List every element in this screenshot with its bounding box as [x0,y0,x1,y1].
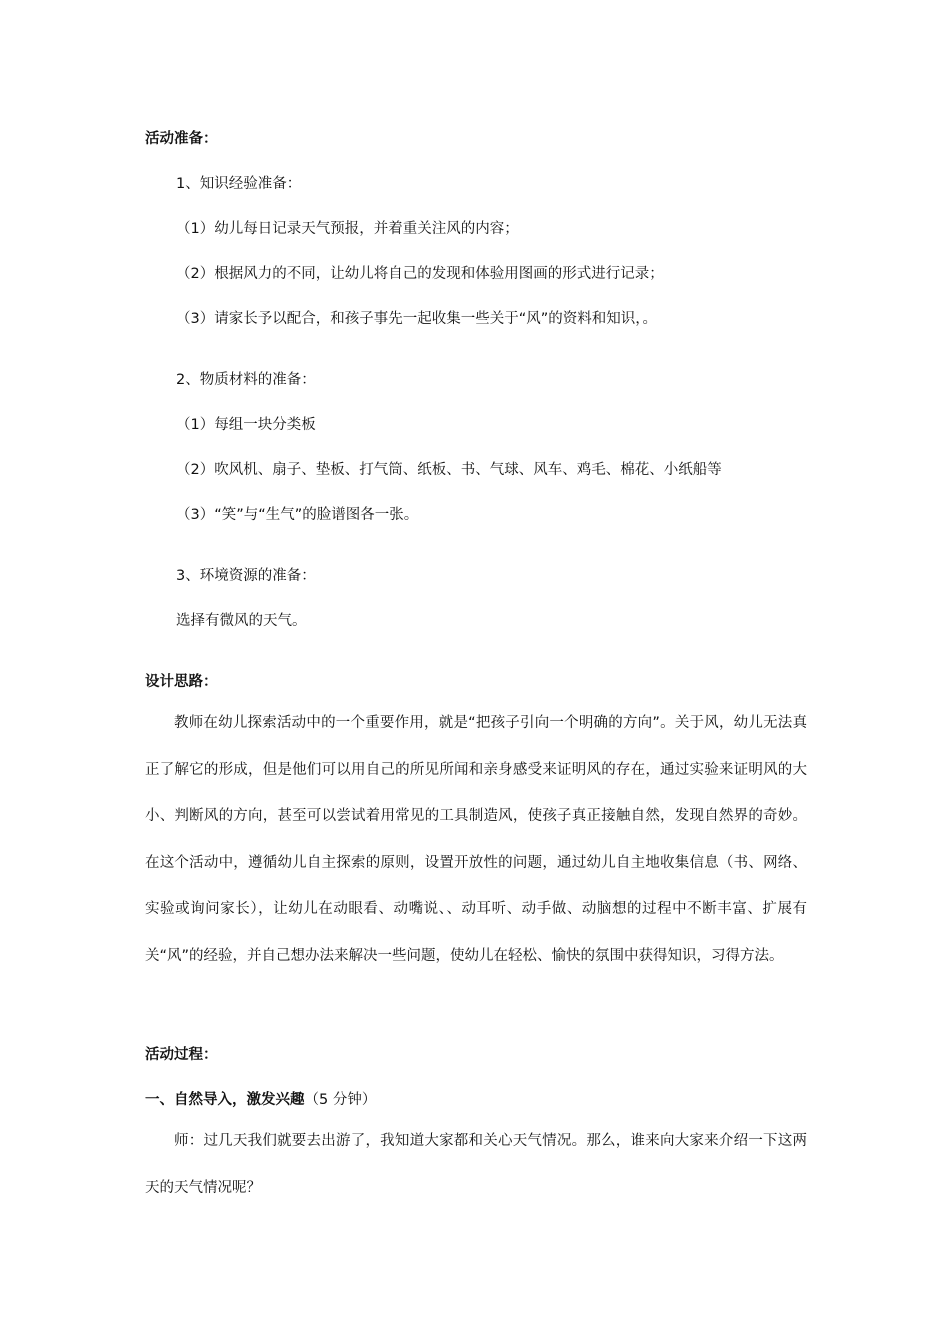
materials-item-3: （3）“笑”与“生气”的脸谱图各一张。 [176,507,419,523]
design-heading: 设计思路： [145,674,218,690]
design-paragraph: 教师在幼儿探索活动中的一个重要作用，就是“把孩子引向一个明确的方向”。关于风，幼儿无法真正了解它的形成，但是他们可以用自己的所见所闻和亲身感受来证明风的存在，通过实验来证明风的大小、判断风的方向，甚至可以尝试着用常见的工具制造风，使孩子真正接触自然，发现自然界的奇妙。在这个活动中，遵循幼儿自主探索的原则，设置开放性的问题，通过幼儿自主地收集信息（书、网络、实验或询问家长），让幼儿在动眼看、动嘴说、、动耳听、动手做、动脑想的过程中不断丰富、扩展有关“风”的经验，并自己想办法来解决一些问题，使幼儿在轻松、愉快的氛围中获得知识，习得方法。 [145,715,807,964]
step1-paragraph: 师：过几天我们就要去出游了，我知道大家都和关心天气情况。那么，谁来向大家来介绍一下这两天的天气情况呢？ [145,1133,807,1196]
step1-title-bold: 一、自然导入，激发兴趣 [145,1092,305,1108]
environment-prep-title: 3、环境资源的准备： [176,568,316,584]
materials-item-1: （1）每组一块分类板 [176,417,316,433]
activity-prep-heading: 活动准备： [145,131,218,147]
step1-title-duration: （5 分钟） [304,1092,377,1108]
materials-prep-title: 2、物质材料的准备： [176,372,316,388]
knowledge-item-3: （3）请家长予以配合，和孩子事先一起收集一些关于“风”的资料和知识，。 [176,311,657,327]
environment-prep-text: 选择有微风的天气。 [176,613,307,629]
process-heading: 活动过程： [145,1047,218,1063]
knowledge-item-2: （2）根据风力的不同，让幼儿将自己的发现和体验用图画的形式进行记录； [176,266,664,282]
knowledge-item-1: （1）幼儿每日记录天气预报，并着重关注风的内容； [176,221,519,237]
materials-item-2: （2）吹风机、扇子、垫板、打气筒、纸板、书、气球、风车、鸡毛、棉花、小纸船等 [176,462,722,478]
step1-title [145,1088,376,1109]
knowledge-prep-title: 1、知识经验准备： [176,176,302,192]
